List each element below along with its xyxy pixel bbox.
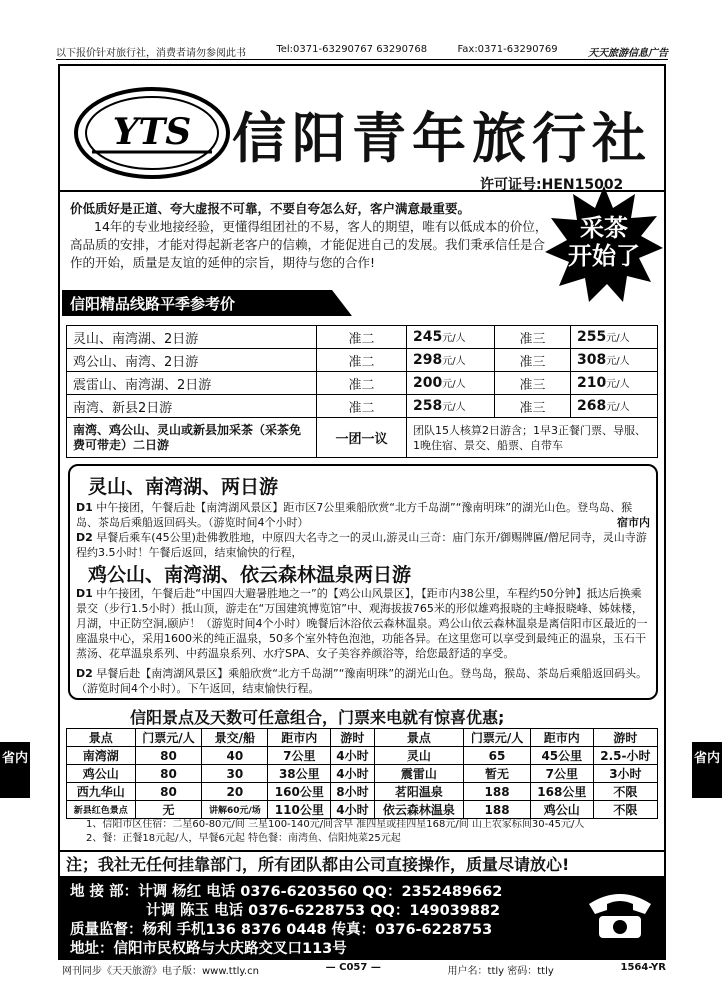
table-row bbox=[67, 418, 658, 458]
cell: 110公里 bbox=[268, 801, 331, 819]
cell: 188 bbox=[464, 783, 531, 801]
route-name: 南湾、新县2日游 bbox=[67, 395, 317, 418]
column-header: 景交/船 bbox=[202, 729, 268, 747]
cell: 4小时 bbox=[331, 747, 374, 765]
room-type: 准二 bbox=[317, 395, 407, 418]
cell: 65 bbox=[464, 747, 531, 765]
tour2-day2 bbox=[76, 666, 650, 696]
day-label: D2 bbox=[76, 531, 93, 544]
room-type: 准三 bbox=[495, 395, 571, 418]
table-row bbox=[67, 783, 658, 801]
topbar-notice: 以下报价针对旅行社，消费者请勿参阅此书 bbox=[56, 48, 246, 59]
cell: 依云森林温泉 bbox=[374, 801, 464, 819]
table-row bbox=[67, 801, 658, 819]
cell: 40 bbox=[202, 747, 268, 765]
table-header-row bbox=[67, 729, 658, 747]
cell: 茗阳温泉 bbox=[374, 783, 464, 801]
note-line: 1、信阳市区住宿：二星60-80元/间 三星100-140元/间含早 准四星或挂四星168元/间 山上农家标间30-45元/人 bbox=[86, 819, 585, 830]
column-header: 门票元/人 bbox=[135, 729, 202, 747]
cell: 7公里 bbox=[530, 765, 593, 783]
contact-line2: 计调 陈玉 电话 0376-6228753 QQ：149039882 bbox=[146, 903, 501, 919]
route-name: 震雷山、南湾湖、2日游 bbox=[67, 372, 317, 395]
tour1-day1 bbox=[76, 500, 650, 530]
table-row bbox=[67, 326, 658, 349]
notes bbox=[86, 818, 584, 846]
cell: 80 bbox=[135, 747, 202, 765]
intro-lead: 价低质好是正道、夸大虚报不可靠，不要自夸怎么好，客户满意最重要。 bbox=[70, 201, 471, 216]
price-cell bbox=[407, 395, 495, 418]
day-label: D1 bbox=[76, 587, 93, 600]
room-type: 准三 bbox=[495, 326, 571, 349]
topbar-tel: Tel:0371-63290767 63290768 bbox=[276, 44, 428, 55]
route-banner-title: 信阳精品线路平季参考价 bbox=[70, 295, 236, 313]
price-unit: 元/人 bbox=[606, 379, 630, 390]
logo-text: YTS bbox=[112, 111, 192, 153]
cell: 灵山 bbox=[374, 747, 464, 765]
price-value: 308 bbox=[577, 352, 607, 368]
intro-body: 14年的专业地接经验，更懂得组团社的不易，客人的期望，唯有以低成本的价位，高品质的安排，才能对得起新老客户的信赖，才能促进自己的发展。我们秉承信任是合作的开始，质量是友谊的延伸的宗旨，期待与您的合作! bbox=[70, 219, 548, 270]
cell: 暂无 bbox=[464, 765, 531, 783]
topbar-fax: Fax:0371-63290769 bbox=[457, 44, 558, 55]
price-value: 245 bbox=[413, 329, 443, 345]
price-unit: 元/人 bbox=[606, 356, 630, 367]
contact-line4: 地址：信阳市民权路与大庆路交叉口113号 bbox=[70, 941, 347, 957]
route-price-table bbox=[66, 325, 658, 458]
cell: 80 bbox=[135, 765, 202, 783]
tour2-title: 鸡公山、南湾湖、依云森林温泉两日游 bbox=[88, 564, 412, 586]
column-header: 景点 bbox=[374, 729, 464, 747]
intro-text bbox=[70, 200, 550, 272]
price-value: 258 bbox=[413, 398, 443, 414]
room-type: 准三 bbox=[495, 372, 571, 395]
telephone-icon bbox=[585, 886, 655, 942]
column-header: 距市内 bbox=[530, 729, 593, 747]
cell: 新县红色景点 bbox=[67, 801, 136, 819]
price-cell bbox=[407, 349, 495, 372]
cell: 鸡公山 bbox=[530, 801, 593, 819]
page-title: 信阳青年旅行社 bbox=[232, 106, 652, 170]
price-value: 298 bbox=[413, 352, 443, 368]
price-unit: 元/人 bbox=[442, 402, 466, 413]
footer-code: 1564-YR bbox=[620, 962, 666, 973]
room-type: 准二 bbox=[317, 326, 407, 349]
tour2-day1 bbox=[76, 586, 650, 661]
badge-line2: 开始了 bbox=[568, 242, 640, 270]
price-unit: 元/人 bbox=[442, 333, 466, 344]
top-info-bar bbox=[56, 44, 668, 60]
side-tab-right: 省内 bbox=[692, 742, 722, 798]
tour1-day2 bbox=[76, 530, 650, 560]
tour1-title: 灵山、南湾湖、两日游 bbox=[88, 476, 279, 498]
cell: 3小时 bbox=[593, 765, 657, 783]
price-value: 200 bbox=[413, 375, 443, 391]
room-type: 准三 bbox=[495, 349, 571, 372]
license-number: 许可证号:HEN15002 bbox=[480, 177, 624, 193]
cell: 8小时 bbox=[331, 783, 374, 801]
route-name: 鸡公山、南湾、2日游 bbox=[67, 349, 317, 372]
table-row bbox=[67, 372, 658, 395]
cell: 讲解60元/场 bbox=[202, 801, 268, 819]
price-cell bbox=[571, 395, 658, 418]
table-row bbox=[67, 765, 658, 783]
day-text: 中午接团，午餐后赴【南湾湖风景区】距市区7公里乘船欣赏“北方千岛湖”“豫南明珠”的湖光山色。登鸟岛、猴岛、茶岛后乘船返回码头。（游览时间4个小时） bbox=[76, 501, 633, 529]
cell: 20 bbox=[202, 783, 268, 801]
day-text: 早餐后乘车(45公里)赴佛教胜地，中原四大名寺之一的灵山,游灵山三奇：庙门东开/御赐牌匾/僧尼同寺，灵山寺游程约3.5小时！午餐后返回，结束愉快的行程， bbox=[76, 531, 647, 559]
cell: 无 bbox=[135, 801, 202, 819]
cell: 不限 bbox=[593, 801, 657, 819]
side-tab-left: 省内 bbox=[0, 742, 30, 798]
day-text: 早餐后赴【南湾湖风景区】乘船欣赏“北方千岛湖”“豫南明珠”的湖光山色。登鸟岛，猴岛、茶岛后乘船返回码头。（游览时间4个小时）。下午返回，结束愉快行程。 bbox=[76, 667, 648, 695]
route-name: 南湾、鸡公山、灵山或新县加采茶（采茶免费可带走）二日游 bbox=[67, 418, 317, 458]
cell: 160公里 bbox=[268, 783, 331, 801]
price-unit: 元/人 bbox=[606, 333, 630, 344]
combo-title: 信阳景点及天数可任意组合，门票来电就有惊喜优惠; bbox=[130, 708, 505, 727]
contact-panel bbox=[60, 876, 664, 958]
price-unit: 元/人 bbox=[442, 379, 466, 390]
contact-line1: 地 接 部：计调 杨红 电话 0376-6203560 QQ：2352489662 bbox=[70, 884, 503, 900]
price-value: 268 bbox=[577, 398, 607, 414]
guarantee-notice: 注；我社无任何挂靠部门，所有团队都由公司直接操作，质量尽请放心! bbox=[60, 850, 664, 876]
footer-site: 网刊同步《天天旅游》电子版：www.ttly.cn bbox=[62, 966, 259, 977]
cell: 7公里 bbox=[268, 747, 331, 765]
tea-badge-text bbox=[548, 214, 660, 270]
day-text: 中午接团，午餐后赴“中国四大避暑胜地之一”的【鸡公山风景区】，【距市内38公里，车程约50分钟】抵达后换乘景交（步行1.5小时）抵山顶，游走在“万国建筑博览馆”中、观海拔拔765米的形似雄鸡报晓的主峰报晓峰、姊妹楼，月湖，中正防空洞,颐庐！（游览时间4个小时）晚餐后沐浴依云森林温泉。鸡公山依云森林温泉是离信阳市区最近的一座温泉中心，采用1600米的纯正温泉，50多个室外特色泡池，功能各异。在这里您可以享受到最纯正的温泉，玉石干蒸汤、花草温泉系列、中药温泉系列、水疗SPA、女子美容养颜浴等，给您最舒适的享受。 bbox=[76, 587, 648, 660]
sights-table bbox=[66, 728, 658, 819]
contact-line3: 质量监督：杨利 手机136 8376 0448 传真：0376-6228753 bbox=[70, 922, 493, 938]
route-name: 灵山、南湾湖、2日游 bbox=[67, 326, 317, 349]
cell: 168公里 bbox=[530, 783, 593, 801]
cell: 45公里 bbox=[530, 747, 593, 765]
cell: 鸡公山 bbox=[67, 765, 136, 783]
day-label: D1 bbox=[76, 501, 93, 514]
room-type: 准二 bbox=[317, 372, 407, 395]
footer bbox=[62, 962, 666, 977]
column-header: 游时 bbox=[331, 729, 374, 747]
table-row bbox=[67, 395, 658, 418]
room-type: 准二 bbox=[317, 349, 407, 372]
column-header: 景点 bbox=[67, 729, 136, 747]
cell: 2.5-小时 bbox=[593, 747, 657, 765]
cell: 4小时 bbox=[331, 801, 374, 819]
price-value: 210 bbox=[577, 375, 607, 391]
price-cell bbox=[571, 349, 658, 372]
price-cell bbox=[407, 326, 495, 349]
column-header: 门票元/人 bbox=[464, 729, 531, 747]
badge-line1: 采茶 bbox=[580, 214, 628, 242]
column-header: 游时 bbox=[593, 729, 657, 747]
day-label: D2 bbox=[76, 667, 93, 680]
cell: 38公里 bbox=[268, 765, 331, 783]
cell: 80 bbox=[135, 783, 202, 801]
footer-page: — C057 — bbox=[325, 962, 381, 973]
company-logo-icon bbox=[72, 86, 232, 180]
price-value: 255 bbox=[577, 329, 607, 345]
cell: 西九华山 bbox=[67, 783, 136, 801]
cell: 4小时 bbox=[331, 765, 374, 783]
price-cell bbox=[571, 372, 658, 395]
cell: 30 bbox=[202, 765, 268, 783]
cell: 震雷山 bbox=[374, 765, 464, 783]
price-cell bbox=[571, 326, 658, 349]
column-header: 距市内 bbox=[268, 729, 331, 747]
note-line: 2、餐：正餐18元起/人，早餐6元起 特色餐：南湾鱼、信阳炖菜25元起 bbox=[86, 833, 401, 844]
cell: 南湾湖 bbox=[67, 747, 136, 765]
table-row bbox=[67, 747, 658, 765]
price-unit: 元/人 bbox=[442, 356, 466, 367]
topbar-brand: 天天旅游信息广告 bbox=[588, 48, 668, 59]
price-unit: 元/人 bbox=[606, 402, 630, 413]
cell: 188 bbox=[464, 801, 531, 819]
price-cell bbox=[407, 372, 495, 395]
cell: 不限 bbox=[593, 783, 657, 801]
special-note: 团队15人核算2日游含；1早3正餐门票、导服、1晚住宿、景交、船票、自带车 bbox=[407, 418, 658, 458]
special-price: 一团一议 bbox=[317, 418, 407, 458]
stay-note: 宿市内 bbox=[617, 516, 650, 529]
footer-login: 用户名：ttly 密码：ttly bbox=[447, 966, 554, 977]
table-row bbox=[67, 349, 658, 372]
